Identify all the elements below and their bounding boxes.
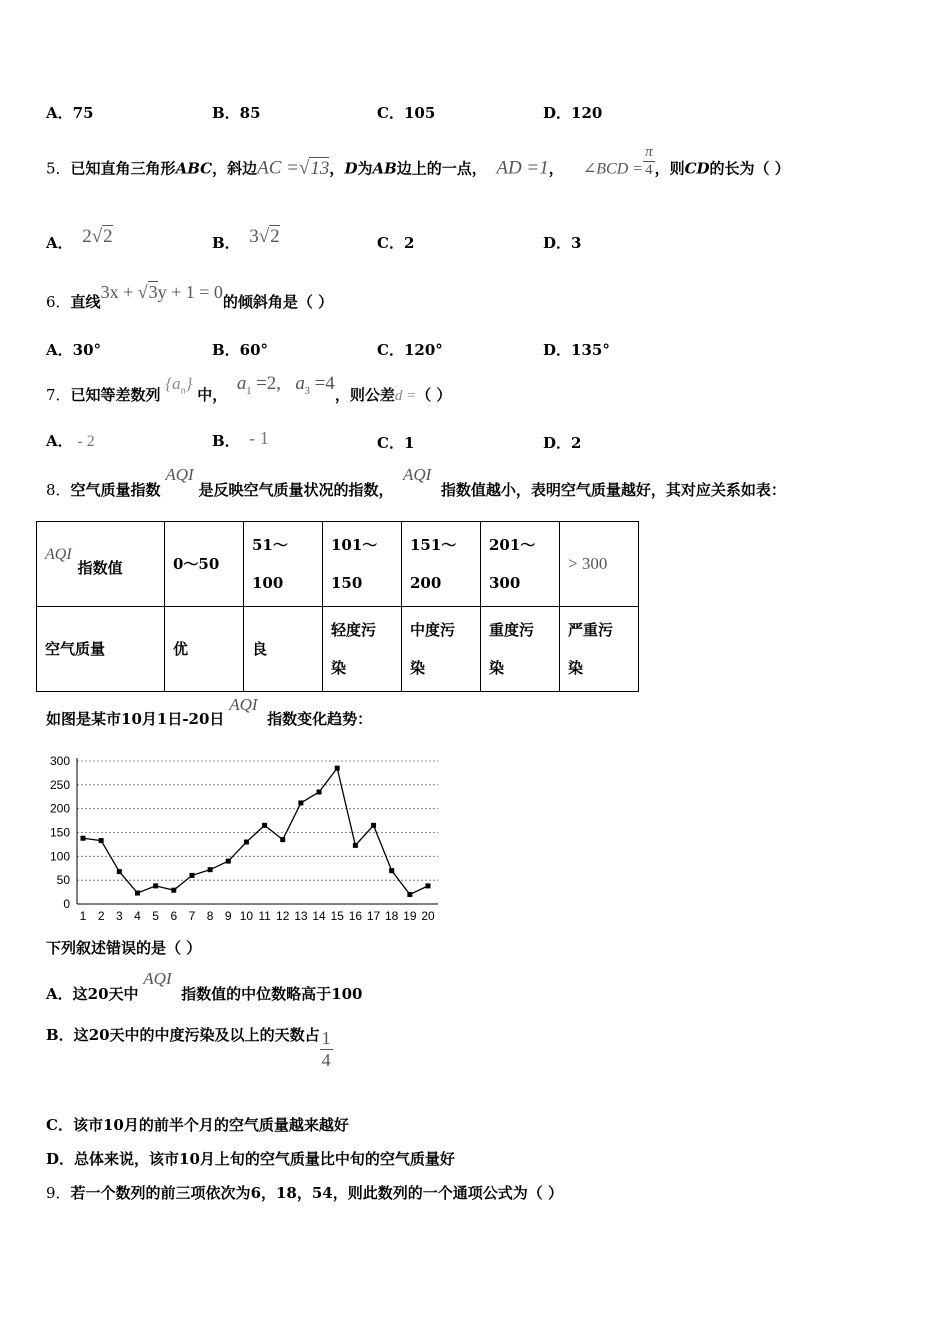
y-tick-label: 100 xyxy=(49,849,70,864)
table-cell-text: 51～100 xyxy=(252,536,288,592)
q8-intro-text: 指数变化趋势： xyxy=(267,710,373,728)
aqi-table-row-index xyxy=(37,522,639,607)
q8-option-c-text: C．该市 xyxy=(46,1116,103,1134)
table-cell-text: 300 xyxy=(489,574,521,592)
q5-text: 已知直角三角形 xyxy=(70,159,176,178)
table-cell xyxy=(323,522,402,607)
table-cell-text: 优 xyxy=(173,640,189,658)
q5-abc: ABC xyxy=(175,159,213,178)
q4-option-b: B．85 xyxy=(212,104,261,122)
data-point xyxy=(244,840,249,845)
q5-ac-math: AC =√13 xyxy=(257,157,330,179)
x-tick-label: 3 xyxy=(115,909,123,923)
q7-number: 7． xyxy=(46,386,71,404)
q7-option-c: C．1 xyxy=(377,434,415,452)
data-point xyxy=(171,888,176,893)
x-tick-label: 9 xyxy=(224,909,232,923)
q8-text: 指数值越小，表明空气质量越好，其对应关系如表： xyxy=(440,481,786,499)
x-tick-label: 20 xyxy=(421,909,435,923)
q7-text: 中， xyxy=(197,386,228,404)
q7-a1-val: =2, xyxy=(251,373,282,394)
q8-option-c-text: 10月的前半个月的空气质量越来越好 xyxy=(102,1116,349,1134)
q5-ac-radicand: 13 xyxy=(310,157,330,179)
aqi-table xyxy=(36,521,639,692)
q7-text: ，则公差 xyxy=(334,386,395,404)
data-point xyxy=(298,800,303,805)
table-aqi-label: AQI xyxy=(45,545,72,563)
table-cell xyxy=(402,522,481,607)
table-cell-text: 严重污 xyxy=(568,621,614,639)
table-cell-text: 染 xyxy=(331,659,347,677)
x-tick-label: 15 xyxy=(330,909,344,923)
q8-option-a-text: 20天中 xyxy=(87,985,139,1003)
q4-option-c: C．105 xyxy=(377,104,436,122)
table-cell-text: > 300 xyxy=(568,554,608,573)
data-point xyxy=(135,891,140,896)
q5-angle-numerator: π xyxy=(645,144,653,160)
table-cell-text: 201～ xyxy=(489,536,536,554)
table-cell xyxy=(165,522,244,607)
q7-a3-val: =4 xyxy=(309,373,335,394)
q5-text: ，斜边 xyxy=(212,159,258,178)
q8-option-a xyxy=(46,968,363,1003)
table-cell-text: 指数值 xyxy=(77,558,123,577)
q6-eq-radicand: 3 xyxy=(148,282,158,302)
q6-option-a: A．30° xyxy=(46,341,102,359)
data-point xyxy=(371,823,376,828)
q9-text: 若一个数列的前三项依次为 xyxy=(70,1184,251,1202)
q5-text: 为 xyxy=(357,159,373,178)
table-cell xyxy=(560,522,639,607)
table-cell-text: 染 xyxy=(568,659,584,677)
table-cell xyxy=(481,607,560,692)
x-tick-label: 11 xyxy=(258,909,271,923)
table-cell xyxy=(37,607,165,692)
series-line xyxy=(83,768,428,894)
q7-option-b-label: B． xyxy=(212,432,240,450)
x-tick-label: 13 xyxy=(294,909,308,923)
q7-option-a-label: A． xyxy=(46,432,73,450)
q5-option-c: C．2 xyxy=(377,234,415,252)
q5-option-a-coef: 2 xyxy=(82,226,92,247)
q6-text: 的倾斜角是（ ） xyxy=(222,293,334,311)
q4-option-a: A．75 xyxy=(46,104,94,122)
x-tick-label: 14 xyxy=(312,909,326,923)
q5-text: ， xyxy=(329,159,345,178)
q8-text: 是反映空气质量状况的指数， xyxy=(198,481,394,499)
q7-sequence xyxy=(165,374,193,397)
q8-option-b-text: B．这 xyxy=(46,1025,89,1044)
x-tick-label: 19 xyxy=(403,909,417,923)
q7-seq-sub: n xyxy=(180,385,186,397)
x-tick-label: 2 xyxy=(97,909,105,923)
data-point xyxy=(280,837,285,842)
question-7 xyxy=(46,373,452,404)
q5-text: ， xyxy=(548,159,564,178)
q5-text: 边上的一点， xyxy=(396,159,487,178)
table-cell-text: 0～50 xyxy=(173,555,220,573)
y-tick-label: 50 xyxy=(56,873,70,888)
table-cell-text: 200 xyxy=(410,574,442,592)
q7-option-b-value: - 1 xyxy=(249,428,269,448)
q7-a1-sub: 1 xyxy=(246,385,252,397)
table-cell xyxy=(481,522,560,607)
q8-aqi: AQI xyxy=(143,969,172,988)
q5-option-a xyxy=(46,226,113,252)
table-cell xyxy=(323,607,402,692)
q6-text: 直线 xyxy=(70,293,101,311)
q5-ab: AB xyxy=(372,159,397,178)
x-tick-label: 4 xyxy=(134,909,141,923)
q6-eq-part2: y + 1 = 0 xyxy=(157,282,223,302)
q5-text: ，则 xyxy=(654,159,685,178)
q7-d-math: d = xyxy=(394,388,417,404)
y-tick-label: 300 xyxy=(49,754,70,768)
data-point xyxy=(81,836,86,841)
data-point xyxy=(226,859,231,864)
x-tick-label: 8 xyxy=(206,909,214,923)
q5-option-b xyxy=(212,226,280,252)
q8-option-b-fraction xyxy=(320,1028,333,1071)
q8-option-a-text: 100 xyxy=(331,985,363,1003)
y-tick-label: 250 xyxy=(49,777,70,792)
table-cell xyxy=(37,522,165,607)
table-cell-text: 良 xyxy=(252,640,268,658)
x-tick-label: 16 xyxy=(348,909,363,923)
q7-text: 已知等差数列 xyxy=(70,386,161,404)
q8-intro xyxy=(46,694,373,728)
q5-option-b-label: B． xyxy=(212,234,240,252)
table-cell-text: 151～ xyxy=(410,536,457,554)
data-point xyxy=(153,883,158,888)
q4-option-d: D．120 xyxy=(543,104,603,122)
question-5 xyxy=(46,144,790,187)
y-tick-label: 200 xyxy=(49,801,70,816)
table-cell xyxy=(244,522,323,607)
q7-text: （ ） xyxy=(416,386,452,404)
x-tick-label: 5 xyxy=(152,909,159,923)
data-point xyxy=(262,823,267,828)
question-8 xyxy=(46,464,786,499)
q7-a3-a: a xyxy=(295,373,305,394)
q7-seq-a: {a xyxy=(165,374,181,393)
q5-ac-eq: AC = xyxy=(257,157,299,179)
q5-d: D xyxy=(344,159,358,178)
q8-option-b xyxy=(46,1025,333,1071)
q5-option-b-coef: 3 xyxy=(249,226,259,247)
q5-number: 5． xyxy=(46,159,71,178)
q5-option-d: D．3 xyxy=(543,234,582,252)
q7-seq-end: } xyxy=(185,374,193,393)
sqrt-symbol: √ xyxy=(258,226,270,247)
q9-text: 6，18，54，则此数列的一个通项公式为（ ） xyxy=(250,1184,563,1202)
data-point xyxy=(426,883,431,888)
q8-option-a-text: A．这 xyxy=(46,985,88,1003)
question-6 xyxy=(46,282,334,311)
q5-option-a-label: A． xyxy=(46,234,73,252)
x-tick-label: 1 xyxy=(79,909,87,923)
fraction-numerator: 1 xyxy=(321,1028,331,1048)
q8-number: 8． xyxy=(46,481,71,499)
q5-text: 的长为（ ） xyxy=(709,159,790,178)
q8-text: 空气质量指数 xyxy=(70,481,161,499)
table-cell-text: 染 xyxy=(410,659,426,677)
q8-option-c xyxy=(46,1114,349,1135)
data-point xyxy=(317,789,322,794)
x-tick-label: 18 xyxy=(385,909,399,923)
q7-a1-a: a xyxy=(236,373,247,394)
q7-a3-sub: 3 xyxy=(304,385,310,397)
question-9 xyxy=(46,1182,563,1203)
q5-angle-denominator: 4 xyxy=(645,162,653,178)
x-tick-label: 12 xyxy=(276,909,290,923)
q5-option-b-radicand: 2 xyxy=(270,226,280,247)
q5-angle-fraction xyxy=(643,144,655,179)
y-tick-label: 150 xyxy=(49,825,70,840)
q5-option-a-radicand: 2 xyxy=(103,226,113,247)
table-cell-text: 中度污 xyxy=(410,621,456,639)
q8-option-a-text: 指数值的中位数略高于 xyxy=(181,985,332,1003)
data-point xyxy=(335,766,340,771)
x-tick-label: 6 xyxy=(170,909,178,923)
q6-equation: 3x + √3y + 1 = 0 xyxy=(100,282,223,302)
table-cell xyxy=(165,607,244,692)
q8-question: 下列叙述错误的是（ ） xyxy=(46,939,202,957)
q8-option-d-text: 10月上旬的空气质量比中旬的空气质量好 xyxy=(179,1150,455,1168)
aqi-table-row-quality xyxy=(37,607,639,692)
q8-option-d-text: D．总体来说，该市 xyxy=(46,1150,180,1168)
y-tick-label: 0 xyxy=(63,897,70,911)
table-cell-text: 染 xyxy=(489,659,505,677)
q8-aqi: AQI xyxy=(165,465,194,484)
data-point xyxy=(353,843,358,848)
q7-option-b xyxy=(212,428,269,449)
data-point xyxy=(117,869,122,874)
q9-number: 9． xyxy=(46,1184,71,1202)
q6-option-d: D．135° xyxy=(543,341,610,359)
q7-option-a-value: - 2 xyxy=(77,433,95,450)
q6-option-c: C．120° xyxy=(377,341,443,359)
x-tick-label: 7 xyxy=(188,909,196,923)
q7-a3 xyxy=(295,373,335,397)
table-cell-text: 轻度污 xyxy=(331,621,377,639)
fraction-denominator: 4 xyxy=(321,1050,331,1070)
q8-aqi: AQI xyxy=(403,465,432,484)
data-point xyxy=(407,892,412,897)
q8-intro-text: 如图是某市 xyxy=(46,710,122,728)
q7-option-d: D．2 xyxy=(543,434,582,452)
q8-intro-text: 10月1日-20日 xyxy=(121,710,225,728)
q5-angle-math: ∠BCD = xyxy=(582,160,644,178)
q6-eq-part1: 3x + xyxy=(100,282,138,302)
q6-number: 6． xyxy=(46,293,71,311)
q6-option-b: B．60° xyxy=(212,341,269,359)
data-point xyxy=(99,838,104,843)
table-cell-text: 重度污 xyxy=(489,621,535,639)
table-cell xyxy=(402,607,481,692)
table-cell xyxy=(244,607,323,692)
x-tick-label: 10 xyxy=(239,909,254,923)
q7-option-a xyxy=(46,430,95,451)
q8-option-d xyxy=(46,1148,455,1169)
q5-ad-math: AD =1 xyxy=(496,157,549,179)
table-cell-text: 101～ xyxy=(331,536,378,554)
data-point xyxy=(389,868,394,873)
sqrt-symbol: √ xyxy=(91,226,103,247)
aqi-line-chart xyxy=(40,748,450,928)
q5-cd: CD xyxy=(684,159,710,178)
table-cell-text: 空气质量 xyxy=(45,640,106,658)
table-cell-text: 150 xyxy=(331,574,363,592)
data-point xyxy=(208,867,213,872)
x-tick-label: 17 xyxy=(366,909,381,923)
data-point xyxy=(189,873,194,878)
table-cell xyxy=(560,607,639,692)
q8-aqi: AQI xyxy=(229,695,258,714)
q7-a1 xyxy=(236,373,282,397)
q8-option-b-text: 20天中的中度污染及以上的天数占 xyxy=(88,1025,320,1044)
